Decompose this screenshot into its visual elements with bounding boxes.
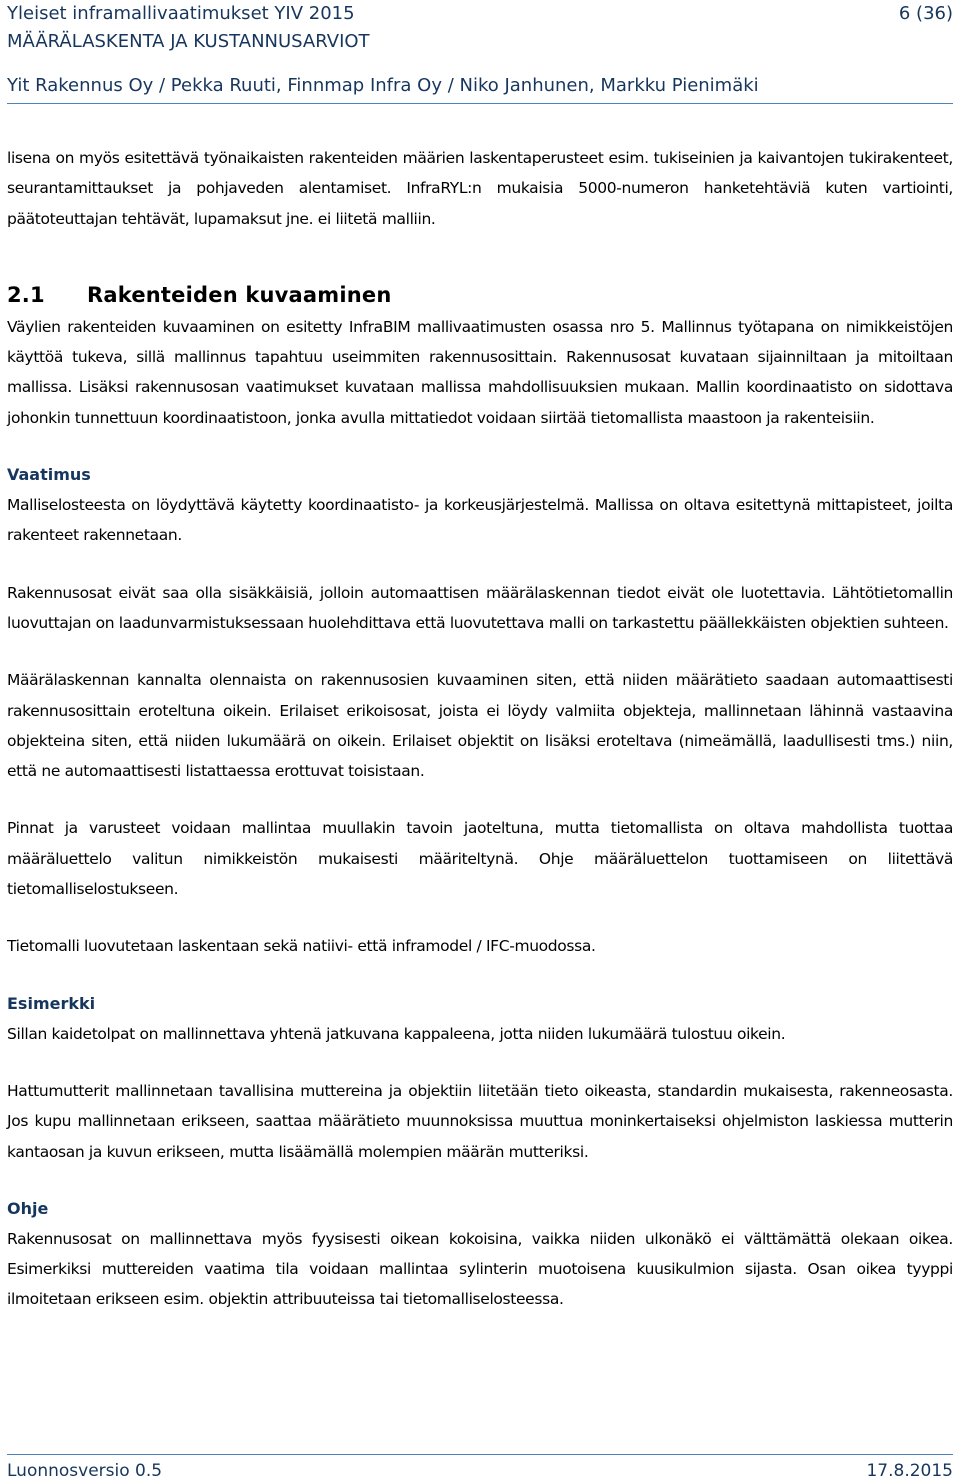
header-divider [7, 103, 953, 104]
document-authors: Yit Rakennus Oy / Pekka Ruuti, Finnmap Infra Oy / Niko Janhunen, Markku Pienimäki [7, 75, 759, 96]
document-title: Yleiset inframallivaatimukset YIV 2015 [7, 3, 355, 24]
page-content [7, 143, 953, 1315]
document-subtitle: MÄÄRÄLASKENTA JA KUSTANNUSARVIOT [7, 31, 370, 52]
footer-divider [7, 1454, 953, 1455]
footer-version: Luonnosversio 0.5 [7, 1461, 163, 1481]
section-title: Rakenteiden kuvaaminen [87, 282, 392, 307]
example-2: Hattumutterit mallinnetaan tavallisina muttereina ja objektiin liitetään tieto oikeasta, standardin mukaisesta, rakenneosasta. Jos kupu mallinnetaan erikseen, saattaa määrätieto muunnoksissa muuttua moninkertaiseksi ohjelmiston laskiessa mutterin kantaosan ja kuvun erikseen, mutta lisäämällä molempien määrän mutteriksi. [7, 1081, 953, 1161]
guide-heading: Ohje [7, 1198, 49, 1218]
example-1: Sillan kaidetolpat on mallinnettava yhtenä jatkuvana kappaleena, jotta niiden lukumäärä tulostuu oikein. [7, 1024, 786, 1043]
quantity-paragraph: Määrälaskennan kannalta olennaista on rakennusosien kuvaaminen siten, että niiden määrätieto saadaan automaattisesti rakennusosittain eroteltuna oikein. Erilaiset erikoisosat, joista ei löydy valmiita objekteja, mallinnetaan lähinnä vastaavina objekteina siten, että niiden lukumäärä on oikein. Erilaiset objektit on lisäksi eroteltava (nimeämällä, laadullisesti tms.) niin, että ne automaattisesti listattaessa erottuvat toisistaan. [7, 671, 953, 781]
section-heading [7, 278, 953, 312]
requirement-paragraph: Malliselosteesta on löydyttävä käytetty koordinaatisto- ja korkeusjärjestelmä. Mallissa on oltava esitettynä mittapisteet, joilta rakenteet rakennetaan. [7, 496, 953, 545]
formats-paragraph: Tietomalli luovutetaan laskentaan sekä natiivi- että inframodel / IFC-muodossa. [7, 937, 596, 956]
section-paragraph: Väylien rakenteiden kuvaaminen on esitetty InfraBIM mallivaatimusten osassa nro 5. Mallinnus työtapana on nimikkeistöjen käyttöä tukeva, sillä mallinnus tapahtuu useimmiten rakennusosittain. Rakennusosat kuvataan sijainniltaan ja mitoiltaan mallissa. Lisäksi rakennusosan vaatimukset kuvataan mallissa mahdollisuuksien mukaan. Mallin koordinaatisto on sidottava johonkin tunnettuun koordinaatistoon, jonka avulla mittatiedot voidaan siirtää tietomallista maastoon ja rakenteisiin. [7, 317, 953, 427]
page-header [7, 0, 953, 102]
examples-heading: Esimerkki [7, 993, 96, 1013]
overlap-paragraph: Rakennusosat eivät saa olla sisäkkäisiä, jolloin automaattisen määrälaskennan tiedot eivät ole luotettavia. Lähtötietomallin luovuttajan on laadunvarmistuksessaan huolehdittava että luovutettava malli on tarkastettu päällekkäisten objektien suhteen. [7, 583, 953, 632]
surfaces-paragraph: Pinnat ja varusteet voidaan mallintaa muullakin tavoin jaoteltuna, mutta tietomallista on oltava mahdollista tuottaa määräluettelo valitun nimikkeistön mukaisesti määriteltynä. Ohje määräluettelon tuottamiseen on liitettävä tietomalliselostukseen. [7, 819, 953, 899]
page-number: 6 (36) [898, 3, 953, 24]
intro-paragraph: lisena on myös esitettävä työnaikaisten rakenteiden määrien laskentaperusteet esim. tukiseinien ja kaivantojen tukirakenteet, seurantamittaukset ja pohjaveden alentamiset. InfraRYL:n mukaisia 5000-numeron hanketehtäviä kuten vartiointi, päätoteuttajan tehtävät, lupamaksut jne. ei liitetä malliin. [7, 149, 953, 228]
guide-paragraph: Rakennusosat on mallinnettava myös fyysisesti oikean kokoisina, vaikka niiden ulkonäkö ei välttämättä olekaan oikea. Esimerkiksi muttereiden vaatima tila voidaan mallintaa sylinterin muotoisena kuusikulmion sijasta. Osan oikea tyyppi ilmoitetaan erikseen esim. objektin attribuuteissa tai tietomalliselosteessa. [7, 1229, 953, 1309]
footer-date: 17.8.2015 [866, 1461, 953, 1481]
section-number: 2.1 [7, 282, 45, 307]
page-footer [7, 1461, 953, 1481]
requirement-heading: Vaatimus [7, 465, 91, 485]
